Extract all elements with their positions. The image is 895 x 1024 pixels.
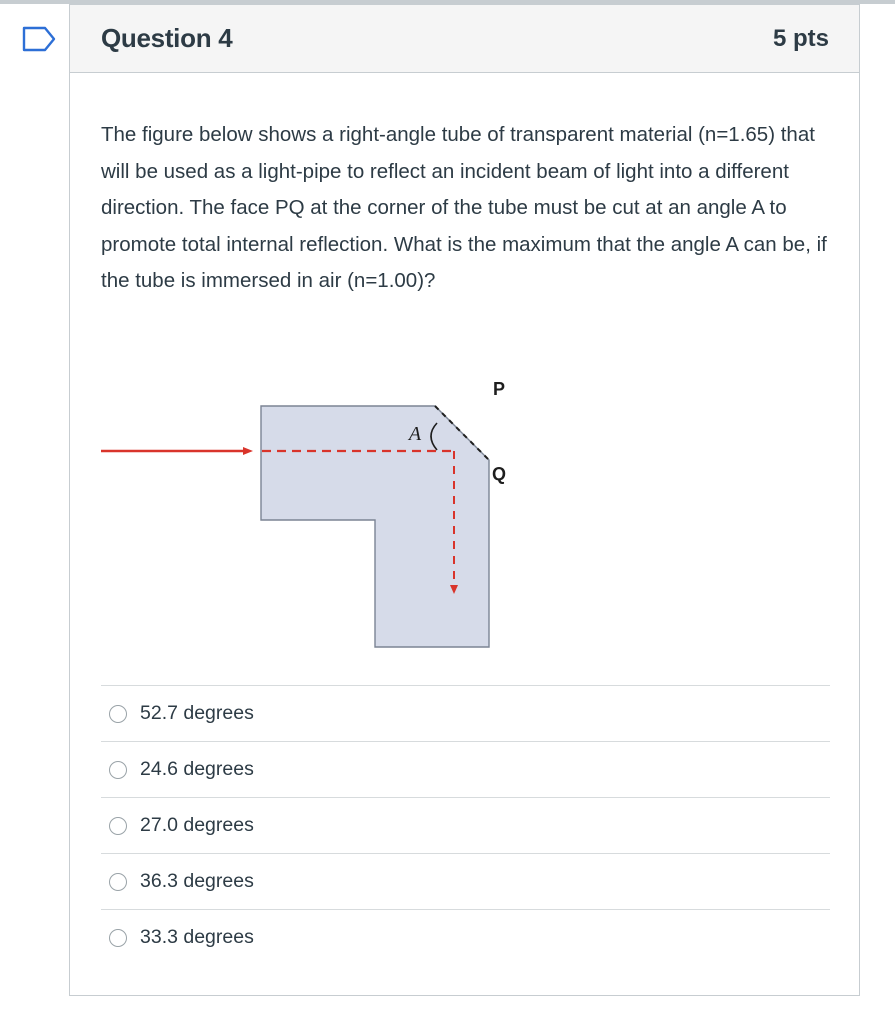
radio-button[interactable] (109, 929, 127, 947)
label-p: P (492, 379, 506, 399)
radio-button[interactable] (109, 705, 127, 723)
light-pipe-figure (97, 370, 537, 660)
flag-question-icon[interactable] (22, 26, 56, 52)
answer-label: 36.3 degrees (140, 870, 254, 892)
question-text: The figure below shows a right-angle tube of transparent material (n=1.65) that will be used as a light-pipe to reflect an incident beam of light into a different direction. The face PQ at the corner of the tube must be cut at an angle A to promote total internal reflection. What is the maximum that the angle A can be, if the tube is immersed in air (n=1.00)? (101, 123, 827, 292)
answer-list (101, 685, 830, 965)
question-points: 5 pts (772, 24, 829, 52)
answer-option[interactable] (101, 909, 830, 965)
answer-label: 52.7 degrees (140, 702, 254, 724)
answer-option[interactable] (101, 685, 830, 741)
question-title: Question 4 (101, 23, 233, 53)
answer-label: 24.6 degrees (140, 758, 254, 780)
radio-button[interactable] (109, 817, 127, 835)
question-card (69, 4, 860, 996)
question-header (70, 5, 859, 73)
answer-option[interactable] (101, 853, 830, 909)
answer-option[interactable] (101, 797, 830, 853)
label-a: A (408, 423, 422, 445)
answer-label: 27.0 degrees (140, 814, 254, 836)
answer-option[interactable] (101, 741, 830, 797)
label-q: Q (491, 464, 507, 484)
answer-label: 33.3 degrees (140, 926, 254, 948)
radio-button[interactable] (109, 761, 127, 779)
radio-button[interactable] (109, 873, 127, 891)
incident-beam-arrowhead (243, 447, 253, 455)
